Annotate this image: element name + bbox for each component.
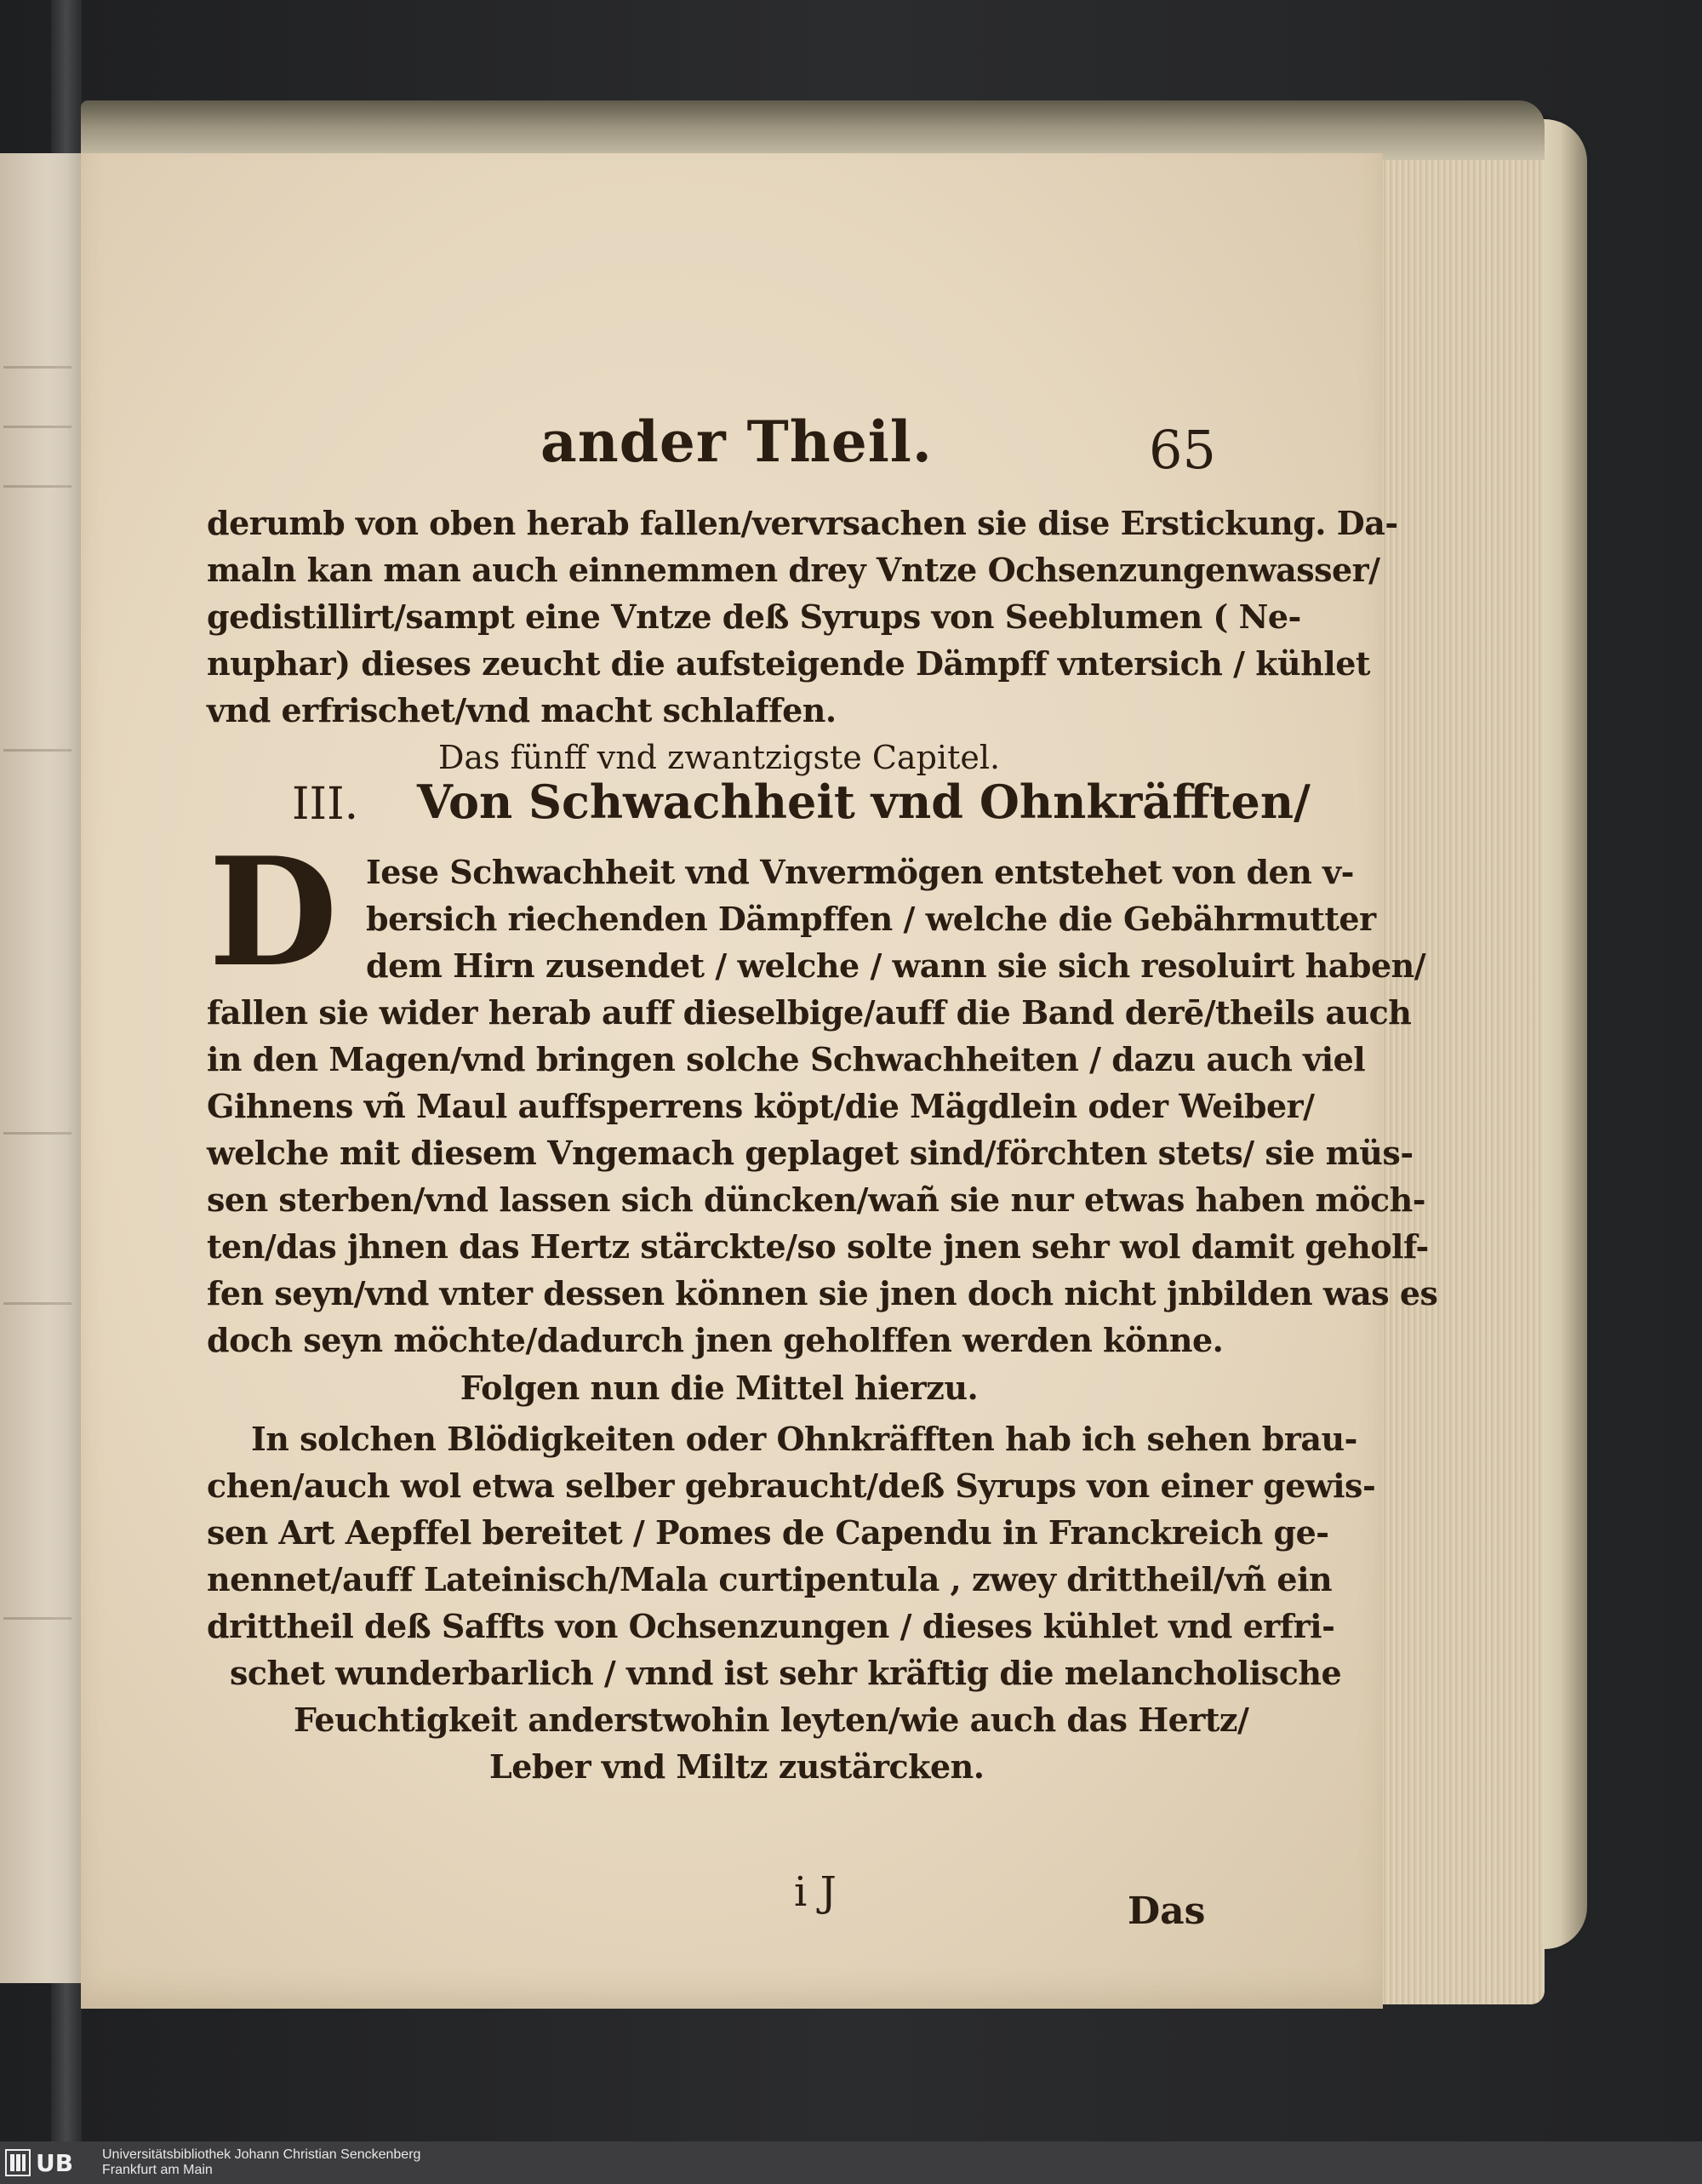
ub-emblem-icon [5,2149,31,2176]
text-line: ten/das jhnen das Hertz stärckte/so solte jnen sehr wol damit geholf- [207,1227,1429,1266]
text-line: vnd erfrischet/vnd macht schlaffen. [207,691,837,729]
text-line: dem Hirn zusendet / welche / wann sie sich resoluirt haben/ [366,946,1426,985]
text-line: In solchen Blödigkeiten oder Ohnkräfften hab ich sehen brau- [251,1420,1357,1458]
footer-line-2: Frankfurt am Main [102,2163,213,2177]
decorated-initial: D [208,826,338,1000]
catchword: Das [1128,1890,1206,1933]
text-line: Gihnens vñ Maul auffsperrens köpt/die Mägdlein oder Weiber/ [207,1087,1315,1125]
page-block-edge [1374,153,1545,2004]
footer-line-1: Universitätsbibliothek Johann Christian Senckenberg [102,2147,421,2162]
glass-glare [51,0,82,2141]
text-line: sen sterben/vnd lassen sich düncken/wañ sie nur etwas haben möch- [207,1181,1426,1219]
text-line: fallen sie wider herab auff dieselbige/auff die Band derē/theils auch [207,993,1412,1032]
book-top-edge [81,100,1545,160]
text-line: bersich riechenden Dämpffen / welche die Gebährmutter [366,900,1376,938]
text-line: fen seyn/vnd vnter dessen können sie jnen doch nicht jnbilden was es [207,1274,1438,1312]
text-line: gedistillirt/sampt eine Vntze deß Syrups von Seeblumen ( Ne- [207,597,1301,636]
text-line: Feuchtigkeit anderstwohin leyten/wie auch das Hertz/ [294,1701,1249,1739]
text-line: welche mit diesem Vngemach geplaget sind/förchten stets/ sie müs- [207,1134,1414,1172]
library-logo [5,2147,99,2179]
text-line: Leber vnd Miltz zustärcken. [489,1747,985,1786]
text-line: doch seyn möchte/dadurch jnen geholffen werden könne. [207,1321,1224,1359]
book-page [81,153,1438,2009]
library-name [102,2147,420,2178]
subheading: Folgen nun die Mittel hierzu. [460,1369,979,1407]
text-line: sen Art Aepffel bereitet / Pomes de Capendu in Franckreich ge- [207,1513,1329,1552]
text-line: drittheil deß Saffts von Ochsenzungen / dieses kühlet vnd erfri- [207,1607,1335,1645]
text-line: schet wunderbarlich / vnnd ist sehr kräftig die melancholische [230,1654,1342,1692]
signature-mark: i J [794,1868,837,1916]
running-head-title: ander Theil. [540,409,933,475]
logo-text: UB [36,2148,74,2177]
text-line: maln kan man auch einnemmen drey Vntze Ochsenzungenwasser/ [207,551,1380,589]
text-line: Iese Schwachheit vnd Vnvermögen entstehet von den v- [366,853,1354,891]
page-number: 65 [1149,419,1216,481]
section-number: III. [292,779,359,830]
text-line: chen/auch wol etwa selber gebraucht/deß Syrups von einer gewis- [207,1466,1376,1505]
text-line: derumb von oben herab fallen/vervrsachen sie dise Erstickung. Da- [207,504,1398,542]
text-line: nennet/auff Lateinisch/Mala curtipentula , zwey drittheil/vñ ein [207,1560,1333,1598]
chapter-label: Das fünff vnd zwantzigste Capitel. [437,739,1001,776]
text-line: in den Magen/vnd bringen solche Schwachheiten / dazu auch viel [207,1040,1366,1078]
library-footer-bar [0,2141,1702,2184]
section-heading: Von Schwachheit vnd Ohnkräfften/ [417,775,1311,829]
text-line: nuphar) dieses zeucht die aufsteigende Dämpff vntersich / kühlet [207,644,1370,683]
